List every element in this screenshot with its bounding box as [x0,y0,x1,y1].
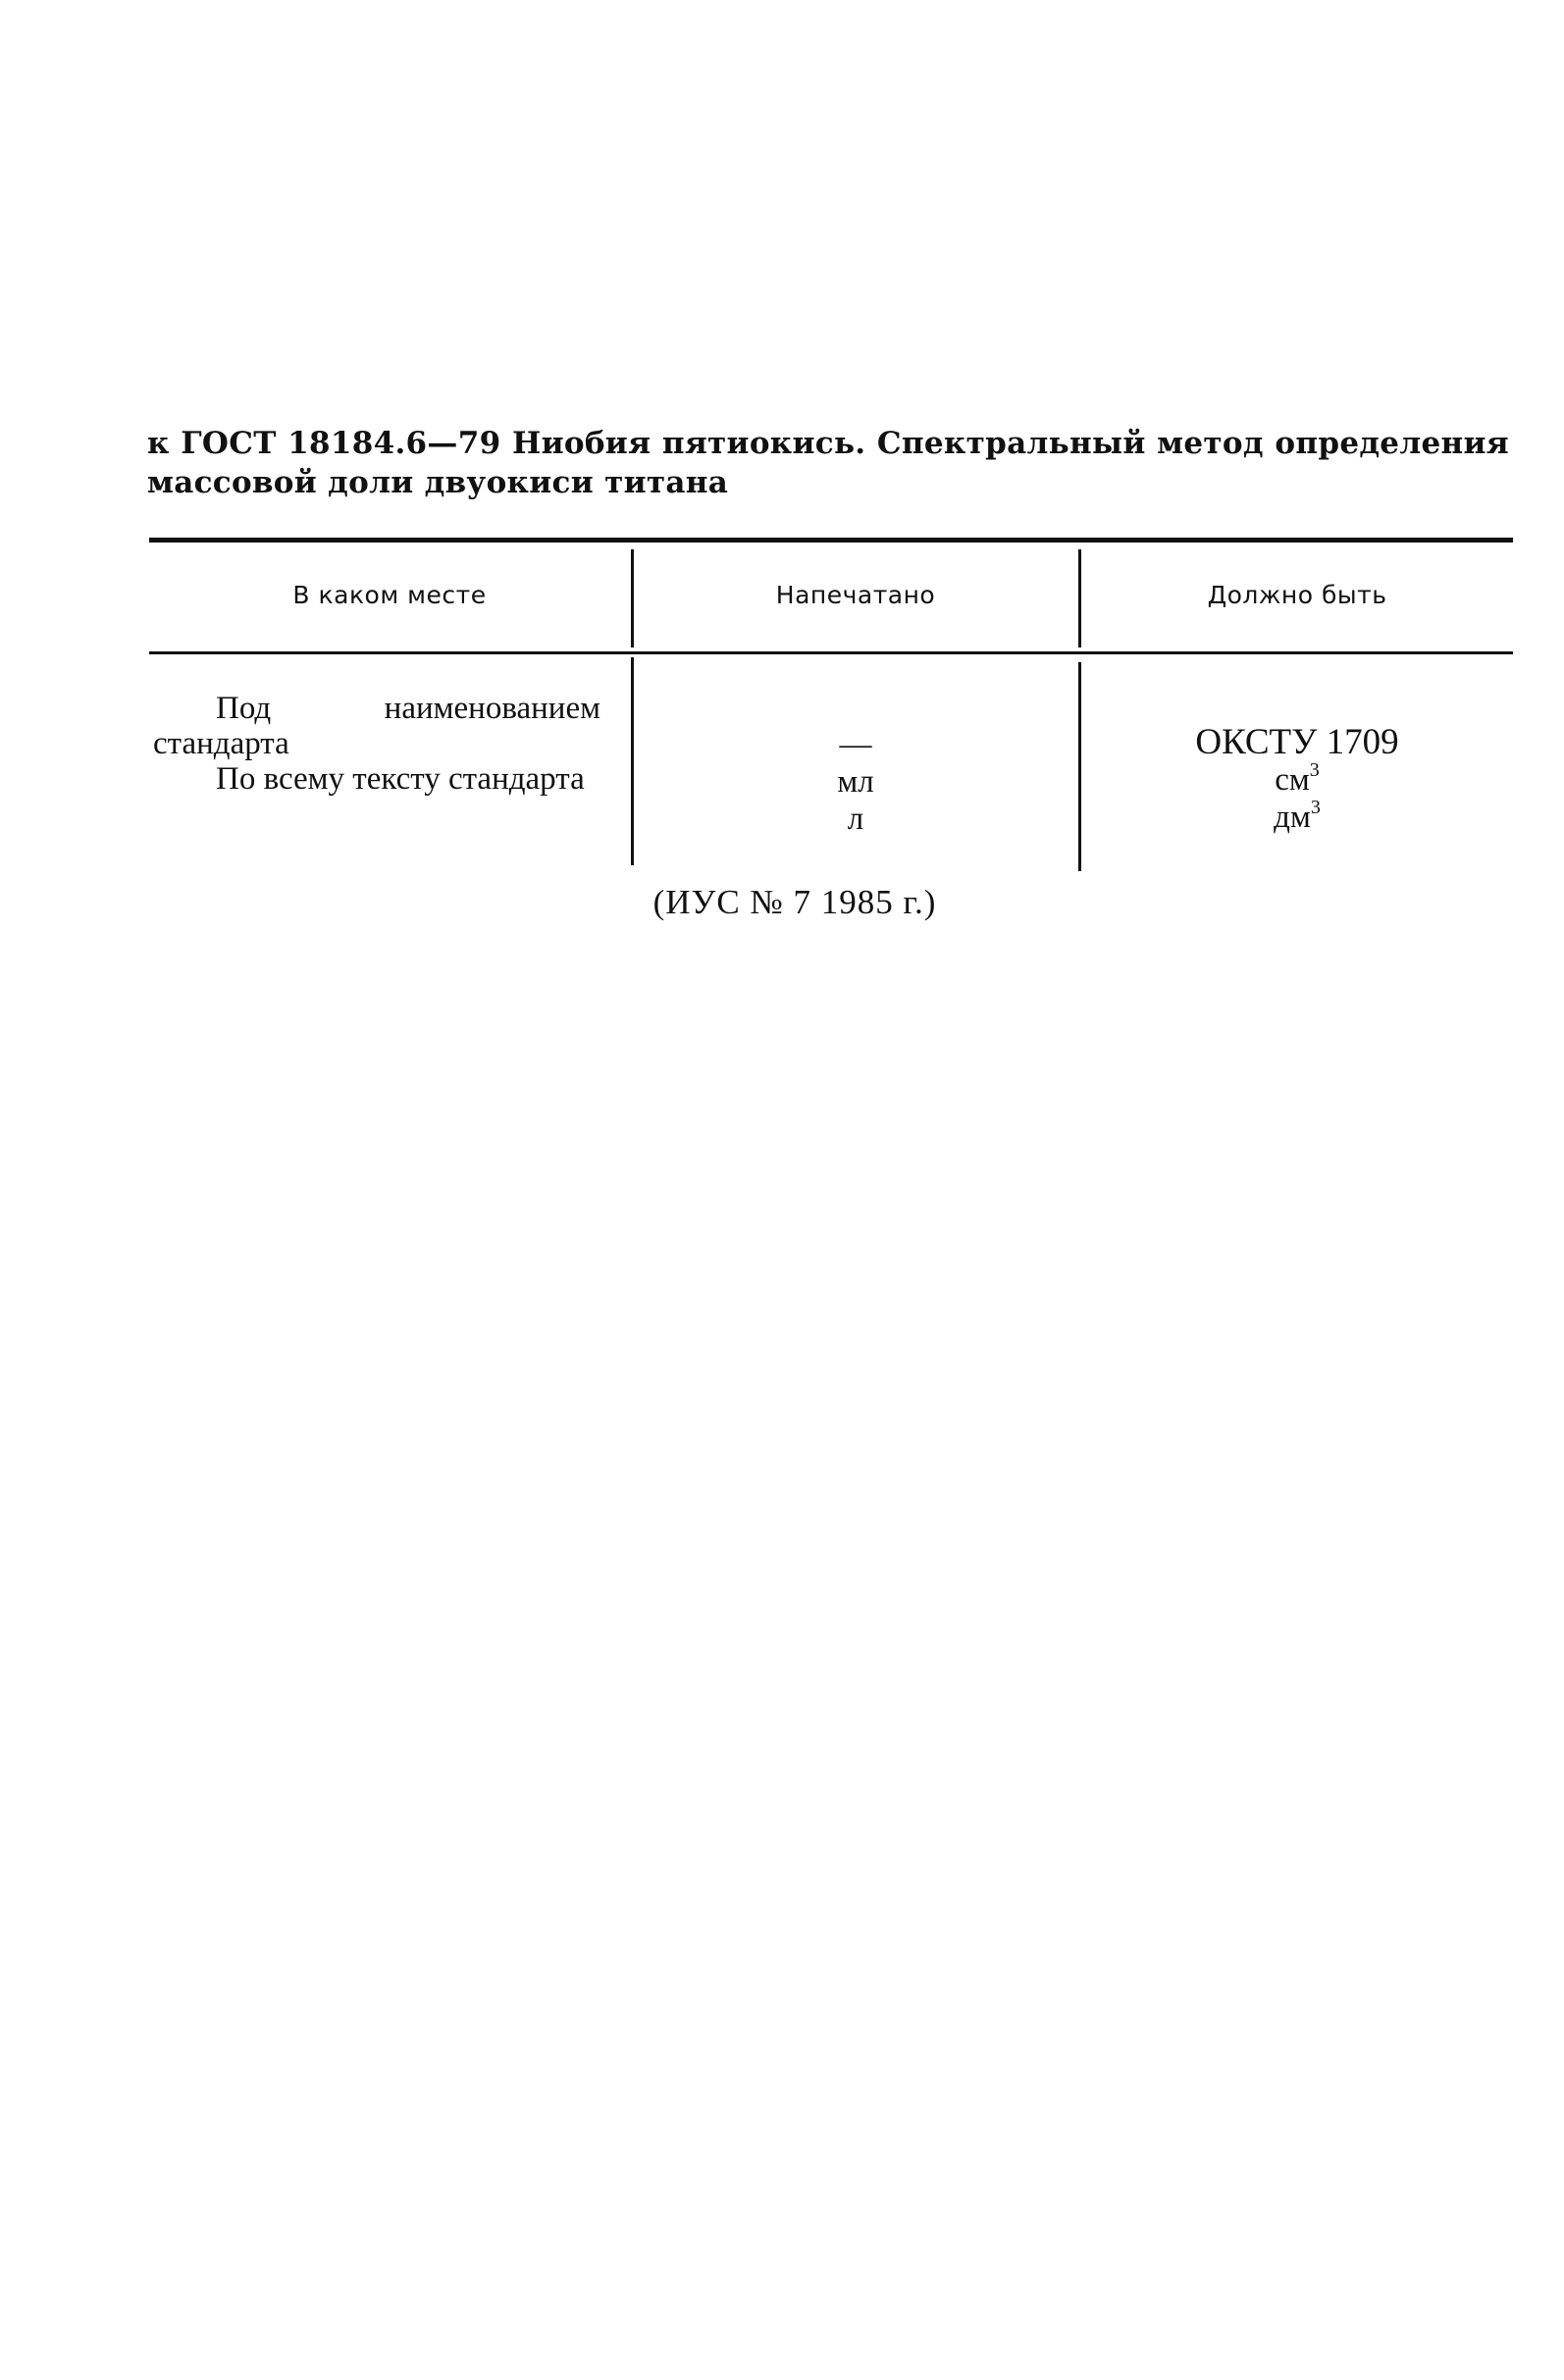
correct-value-2 [1081,761,1513,799]
printed-value-1: — [839,727,872,762]
correct-value-3-sup: 3 [1310,797,1321,818]
printed-value-2: мл [837,764,874,800]
printed-column [634,726,1077,838]
correct-value-2-unit: см [1275,762,1310,798]
location-entry-2: По всему тексту стандарта [216,761,585,797]
document-title: к ГОСТ 18184.6—79 Ниобия пятиокись. Спектральный метод определения массовой доли двуокиси титана [147,426,1509,500]
correct-value-1: ОКСТУ 1709 [1195,722,1399,762]
header-location: В каком месте [292,581,487,609]
correct-value-3-unit: дм [1274,800,1311,835]
table-header-rule [149,651,1513,654]
location-column [153,691,600,797]
header-should-be: Должно быть [1207,581,1387,609]
table-top-rule [149,538,1513,543]
location-entry-1: Под наименованием стандарта [153,691,600,761]
correct-value-3 [1081,799,1513,836]
publication-note: (ИУС № 7 1985 г.) [652,883,937,921]
correct-value-2-sup: 3 [1309,759,1320,781]
printed-value-3: л [847,802,864,837]
correct-column [1081,724,1513,836]
header-printed: Напечатано [775,581,936,609]
